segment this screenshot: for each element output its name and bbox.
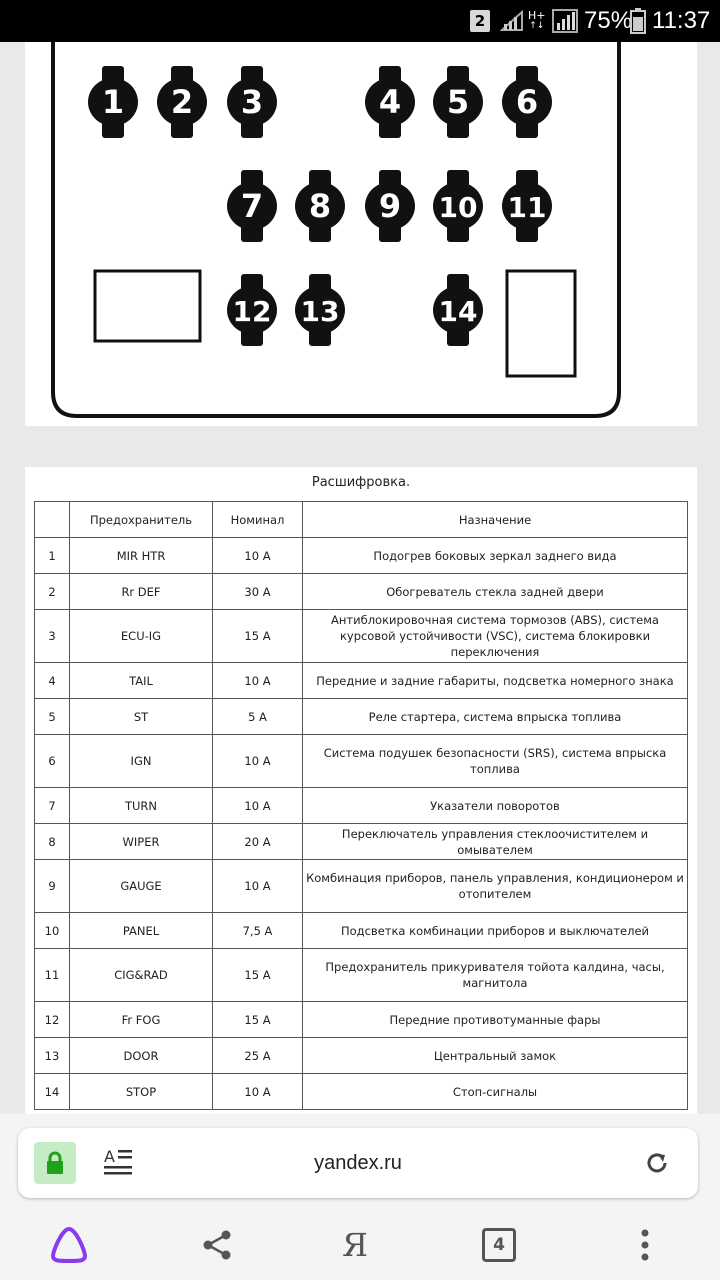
notification-indicator (470, 0, 492, 42)
fuse-label: 12 (232, 295, 272, 328)
fuse-13 (295, 274, 345, 346)
fuse-label: 7 (240, 187, 264, 225)
row-number: 12 (35, 1002, 70, 1038)
row-number: 1 (35, 538, 70, 574)
table-row (35, 913, 688, 949)
header-num (35, 502, 70, 538)
fuse-purpose: Переключатель управления стеклоочистителем и омывателем (303, 824, 688, 860)
fuse-table-card (25, 467, 697, 1114)
svg-text:A: A (104, 1147, 115, 1166)
row-number: 9 (35, 860, 70, 913)
signal-icon (500, 0, 524, 42)
row-number: 4 (35, 663, 70, 699)
table-row (35, 735, 688, 788)
fuse-box-diagram (25, 42, 697, 426)
share-icon[interactable] (192, 1220, 242, 1270)
fuse-purpose: Предохранитель прикуривателя тойота калдина, часы, магнитола (303, 949, 688, 1002)
fuse-rating: 15 A (213, 949, 303, 1002)
battery-icon (630, 0, 646, 42)
fuse-rating: 15 A (213, 1002, 303, 1038)
fuse-name: ECU-IG (70, 610, 213, 663)
header-fuse: Предохранитель (70, 502, 213, 538)
fuse-table (34, 501, 688, 1110)
fuse-6 (502, 66, 552, 138)
signal-icon-2 (552, 0, 578, 42)
fuse-label: 13 (300, 295, 340, 328)
row-number: 3 (35, 610, 70, 663)
fuse-name: STOP (70, 1074, 213, 1110)
alice-icon[interactable] (44, 1220, 94, 1270)
row-number: 6 (35, 735, 70, 788)
battery-percent: 75% (584, 7, 633, 34)
reader-mode-icon[interactable] (102, 1146, 134, 1178)
fuse-rating: 5 A (213, 699, 303, 735)
table-row (35, 699, 688, 735)
fuse-rating: 10 A (213, 860, 303, 913)
fuse-label: 3 (240, 83, 264, 121)
fuse-rating: 10 A (213, 1074, 303, 1110)
fuse-10 (433, 170, 483, 242)
fuse-11 (502, 170, 552, 242)
table-row (35, 949, 688, 1002)
fuse-3 (227, 66, 277, 138)
table-row (35, 788, 688, 824)
url-text[interactable]: yandex.ru (314, 1152, 402, 1174)
fuse-purpose: Центральный замок (303, 1038, 688, 1074)
status-bar (0, 0, 720, 42)
address-bar[interactable] (18, 1128, 698, 1198)
fuse-rating: 15 A (213, 610, 303, 663)
table-row (35, 1002, 688, 1038)
fuse-purpose: Реле стартера, система впрыска топлива (303, 699, 688, 735)
fuse-label: 14 (438, 295, 478, 328)
row-number: 13 (35, 1038, 70, 1074)
fuse-name: PANEL (70, 913, 213, 949)
row-number: 5 (35, 699, 70, 735)
fuse-purpose: Подогрев боковых зеркал заднего вида (303, 538, 688, 574)
fuse-rating: 10 A (213, 735, 303, 788)
table-row (35, 1074, 688, 1110)
fuse-purpose: Подсветка комбинации приборов и выключателей (303, 913, 688, 949)
browser-bottom-panel (0, 1114, 720, 1280)
fuse-name: CIG&RAD (70, 949, 213, 1002)
table-header-row (35, 502, 688, 538)
fuse-purpose: Комбинация приборов, панель управления, кондиционером и отопителем (303, 860, 688, 913)
fuse-name: GAUGE (70, 860, 213, 913)
web-page[interactable] (0, 42, 720, 1114)
header-purpose: Назначение (303, 502, 688, 538)
table-row (35, 538, 688, 574)
fuse-rating: 20 A (213, 824, 303, 860)
fuse-name: Fr FOG (70, 1002, 213, 1038)
fuse-name: WIPER (70, 824, 213, 860)
table-row (35, 824, 688, 860)
fuse-label: 9 (378, 187, 402, 225)
fuse-name: Rr DEF (70, 574, 213, 610)
row-number: 10 (35, 913, 70, 949)
fuse-name: TURN (70, 788, 213, 824)
row-number: 14 (35, 1074, 70, 1110)
fuse-purpose: Передние и задние габариты, подсветка номерного знака (303, 663, 688, 699)
table-row (35, 1038, 688, 1074)
yandex-button[interactable]: Я (342, 1226, 368, 1264)
fuse-label: 1 (101, 83, 125, 121)
fuse-name: ST (70, 699, 213, 735)
fuse-rating: 30 A (213, 574, 303, 610)
row-number: 2 (35, 574, 70, 610)
fuse-9 (365, 170, 415, 242)
fuse-name: IGN (70, 735, 213, 788)
fuse-label: 8 (308, 187, 332, 225)
fuse-label: 5 (446, 83, 470, 121)
browser-nav-bar (0, 1210, 720, 1280)
fuse-rating: 10 A (213, 663, 303, 699)
reload-icon[interactable] (642, 1148, 672, 1178)
fuse-purpose: Стоп-сигналы (303, 1074, 688, 1110)
fuse-name: MIR HTR (70, 538, 213, 574)
more-vertical-icon[interactable] (620, 1220, 670, 1270)
fuse-5 (433, 66, 483, 138)
fuse-label: 4 (378, 83, 402, 121)
fuse-rating: 10 A (213, 538, 303, 574)
fuse-8 (295, 170, 345, 242)
row-number: 8 (35, 824, 70, 860)
fuse-purpose: Обогреватель стекла задней двери (303, 574, 688, 610)
fuse-box-svg (25, 42, 697, 426)
fuse-rating: 10 A (213, 788, 303, 824)
fuse-label: 6 (515, 83, 539, 121)
row-number: 7 (35, 788, 70, 824)
fuse-purpose: Система подушек безопасности (SRS), система впрыска топлива (303, 735, 688, 788)
table-row (35, 610, 688, 663)
notification-count: 2 (470, 10, 490, 32)
fuse-name: TAIL (70, 663, 213, 699)
table-row (35, 574, 688, 610)
table-row (35, 860, 688, 913)
fuse-2 (157, 66, 207, 138)
fuse-label: 11 (507, 191, 547, 224)
fuse-purpose: Указатели поворотов (303, 788, 688, 824)
header-rating: Номинал (213, 502, 303, 538)
fuse-14 (433, 274, 483, 346)
tabs-button[interactable] (474, 1220, 524, 1270)
clock: 11:37 (652, 7, 711, 34)
fuse-name: DOOR (70, 1038, 213, 1074)
fuse-1 (88, 66, 138, 138)
fuse-label: 10 (438, 191, 478, 224)
table-row (35, 663, 688, 699)
fuse-12 (227, 274, 277, 346)
lock-icon[interactable] (34, 1142, 76, 1184)
fuse-purpose: Передние противотуманные фары (303, 1002, 688, 1038)
fuse-4 (365, 66, 415, 138)
fuse-7 (227, 170, 277, 242)
network-type: H+ ↑↓ (528, 9, 546, 31)
row-number: 11 (35, 949, 70, 1002)
fuse-label: 2 (170, 83, 194, 121)
fuse-rating: 25 A (213, 1038, 303, 1074)
table-title: Расшифровка. (311, 475, 411, 490)
tabs-count: 4 (482, 1228, 516, 1262)
fuse-purpose: Антиблокировочная система тормозов (ABS), система курсовой устойчивости (VSC), система блокировки переключения (303, 610, 688, 663)
fuse-rating: 7,5 A (213, 913, 303, 949)
